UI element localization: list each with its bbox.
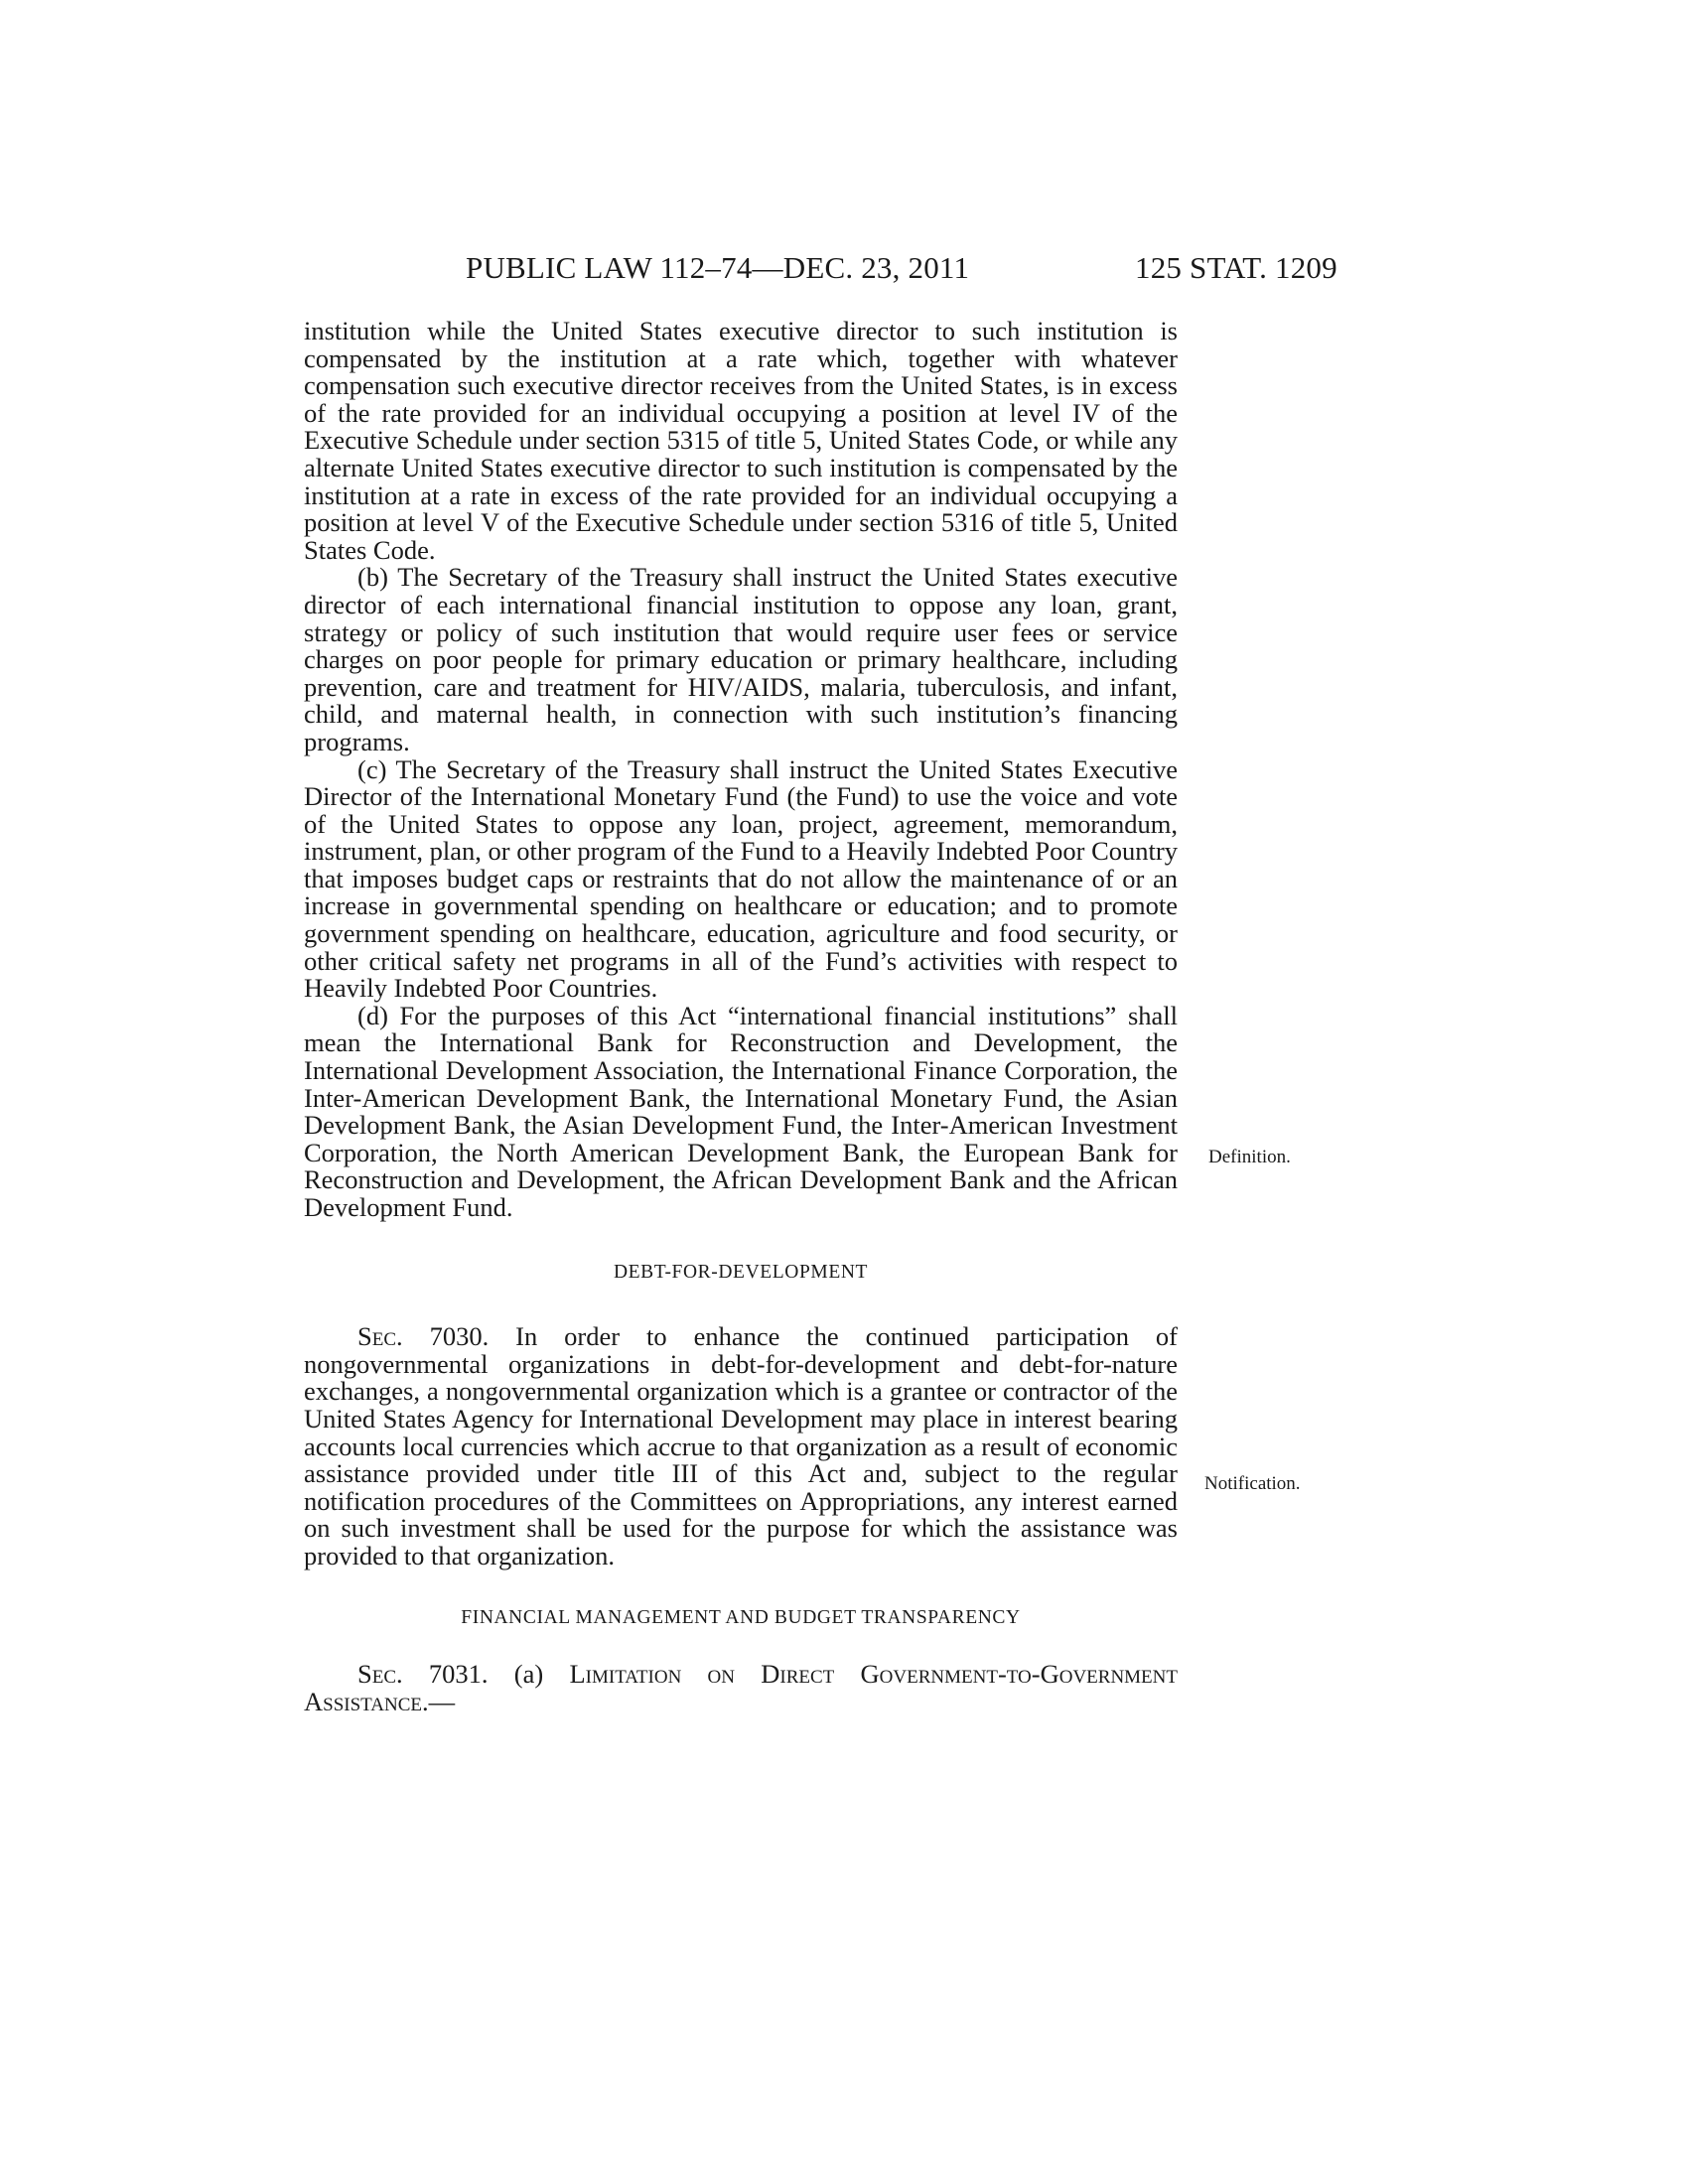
continued-paragraph: institution while the United States executive director to such institution is compensated by the institution at a rate which, together with whatever compensation such executive director receives from the United States, is in excess of the rate provided for an individual occupying a position at level IV of the Executive Schedule under section 5315 of title 5, United States Code, or while any alternate United States executive director to such institution is compensated by the institution at a rate in excess of the rate provided for an individual occupying a position at level V of the Executive Schedule under section 5316 of title 5, United States Code.: [304, 316, 1178, 565]
section-7031-number: 7031. (a): [402, 1659, 570, 1690]
section-7030-text: 7030. In order to enhance the continued participation of nongovernmental organizations in debt-for-development and debt-for-nature exchanges, a nongovernmental organization which is a grantee or contractor of the United States Agency for International Development may place in interest bearing accounts local currencies which accrue to that organization as a result of economic assistance provided under title III of this Act and, subject to the regular notification procedures of the Committees on Appropriations, any interest earned on such investment shall be used for the purpose for which the assistance was provided to that organization.: [304, 1321, 1178, 1570]
subsection-d-definition: (d) For the purposes of this Act “international financial institutions” shall mean the International Bank for Reconstruction and Development, the International Development Association, the International Finance Corporation, the Inter-American Development Bank, the International Monetary Fund, the Asian Development Bank, the Asian Development Fund, the Inter-American Investment Corporation, the North American Development Bank, the European Bank for Reconstruction and Development, the African Development Bank and the African Development Fund.: [304, 1000, 1178, 1222]
subsection-b: (b) The Secretary of the Treasury shall instruct the United States executive director of each international financial institution to oppose any loan, grant, strategy or policy of such institution that would require user fees or service charges on poor people for primary education or primary healthcare, including prevention, care and treatment for HIV/AIDS, malaria, tuberculosis, and infant, child, and maternal health, in connection with such institution’s financing programs.: [304, 562, 1178, 756]
section-heading-financial-management: FINANCIAL MANAGEMENT AND BUDGET TRANSPARENCY: [461, 1606, 1021, 1628]
statute-body: [304, 318, 1178, 1715]
section-heading-debt-for-development: DEBT-FOR-DEVELOPMENT: [613, 1261, 869, 1283]
section-label: Sec.: [357, 1321, 403, 1352]
section-7031: [304, 1661, 1178, 1715]
section-label: Sec.: [357, 1659, 403, 1690]
section-7031-title: Limitation on Direct Government-to-Government Assistance.—: [304, 1659, 1178, 1716]
page-title: PUBLIC LAW 112–74—DEC. 23, 2011: [466, 250, 970, 285]
section-7030: [304, 1323, 1178, 1570]
margin-note-definition: Definition.: [1208, 1147, 1291, 1167]
running-head: [0, 248, 1688, 288]
statute-page-number: 125 STAT. 1209: [1135, 250, 1337, 285]
subsection-c: (c) The Secretary of the Treasury shall instruct the United States Executive Director of the International Monetary Fund (the Fund) to use the voice and vote of the United States to oppose any loan, project, agreement, memorandum, instrument, plan, or other program of the Fund to a Heavily Indebted Poor Country that imposes budget caps or restraints that do not allow the maintenance of or an increase in governmental spending on healthcare or education; and to promote government spending on healthcare, education, agriculture and food security, or other critical safety net programs in all of the Fund’s activities with respect to Heavily Indebted Poor Countries.: [304, 753, 1178, 1004]
margin-note-notification: Notification.: [1204, 1473, 1301, 1494]
